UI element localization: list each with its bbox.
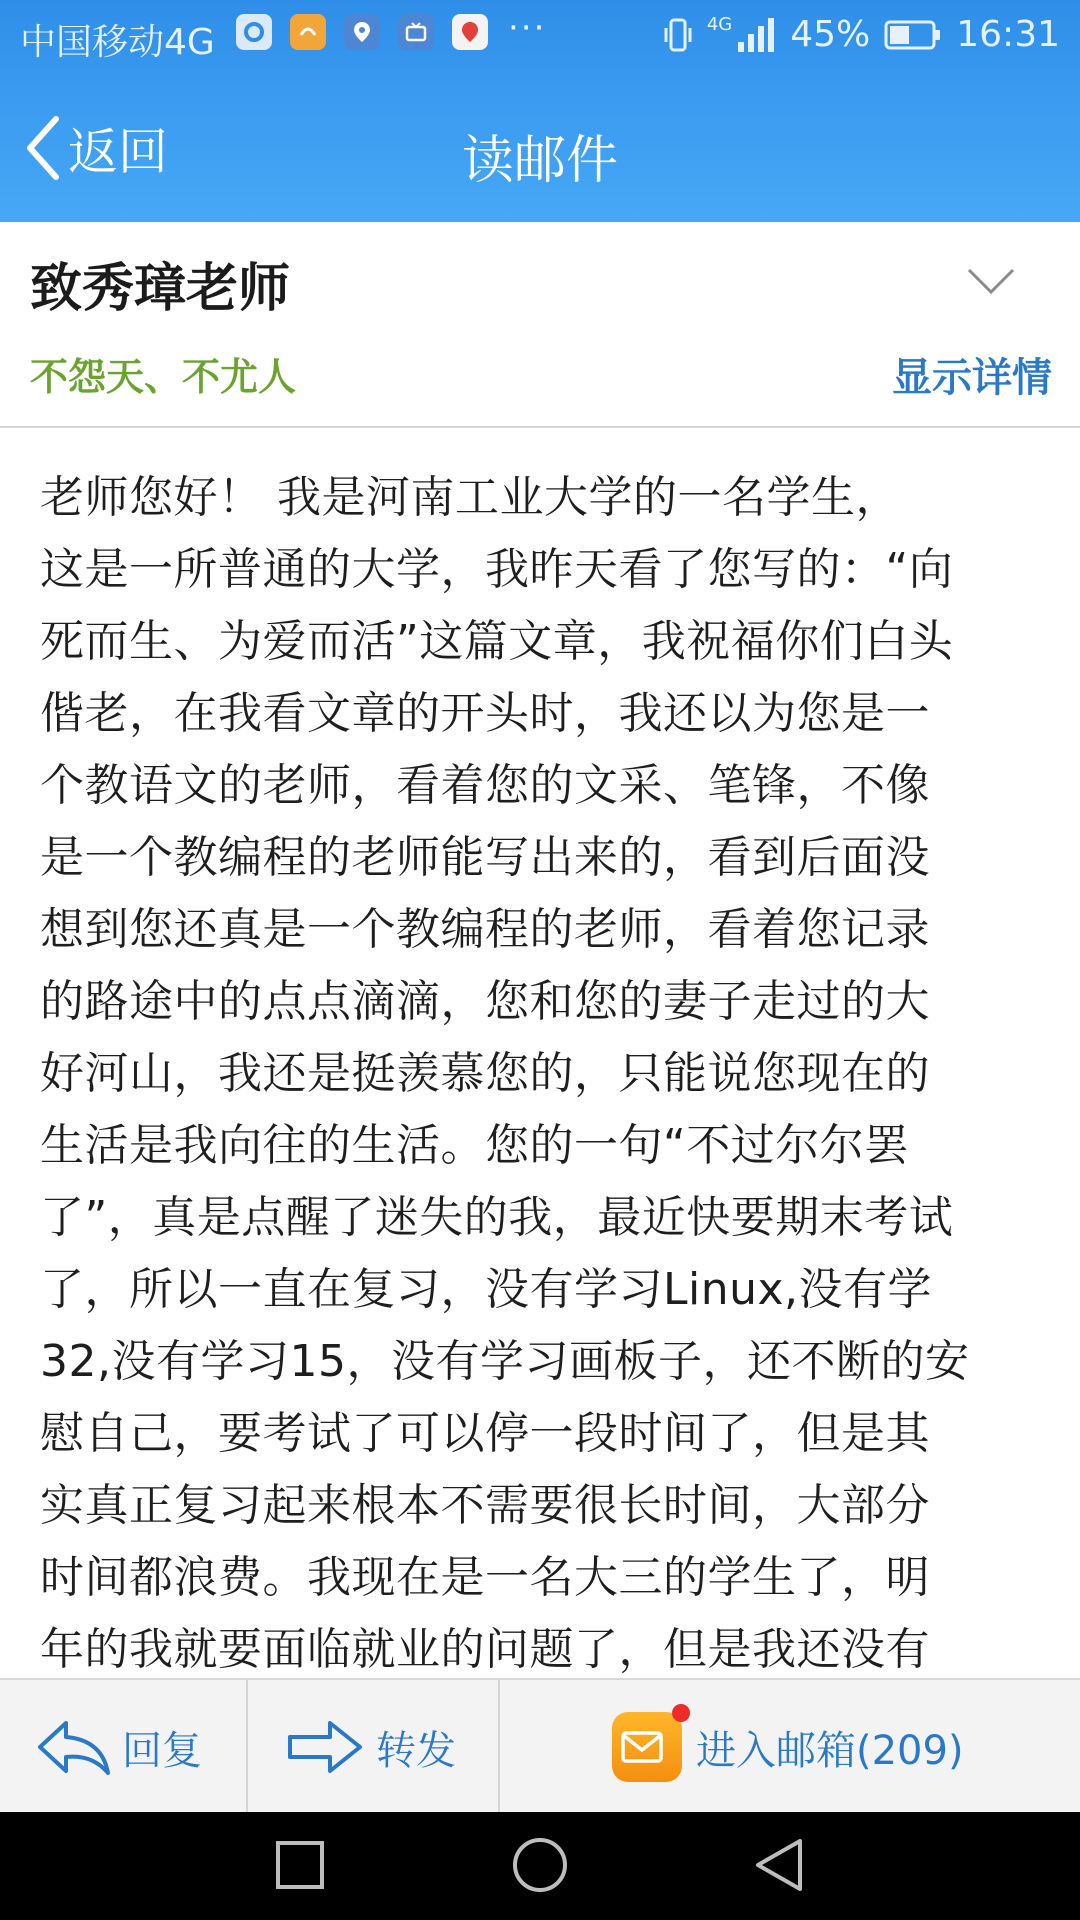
enter-mailbox-label: 进入邮箱(209) bbox=[696, 1727, 964, 1774]
network-type-label: 4G bbox=[706, 13, 733, 35]
email-body bbox=[40, 462, 1050, 1677]
page-title: 读邮件 bbox=[461, 131, 618, 191]
email-body-line: 了”，真是点醒了迷失的我，最近快要期末考试 bbox=[40, 1192, 954, 1243]
forward-arrow-icon bbox=[286, 1717, 366, 1777]
carrier-label: 中国移动4G bbox=[20, 22, 215, 63]
action-bar bbox=[0, 1678, 1080, 1814]
forward-label: 转发 bbox=[376, 1727, 456, 1774]
signal-group bbox=[706, 13, 776, 54]
sender-name: 不怨天、不尤人 bbox=[30, 355, 297, 399]
battery-percent: 45% bbox=[790, 14, 871, 55]
browser-notification-icon bbox=[236, 14, 272, 50]
battery-icon bbox=[884, 19, 942, 51]
unread-badge bbox=[672, 1704, 690, 1722]
notification-icons bbox=[236, 14, 488, 50]
email-body-line: 实真正复习起来根本不需要很长时间，大部分 bbox=[40, 1480, 930, 1531]
email-body-line: 个教语文的老师，看着您的文采、笔锋，不像 bbox=[40, 760, 930, 811]
recent-apps-icon[interactable] bbox=[272, 1836, 328, 1894]
show-details-link[interactable]: 显示详情 bbox=[892, 355, 1052, 401]
reply-label: 回复 bbox=[122, 1727, 202, 1774]
clock: 16:31 bbox=[956, 14, 1060, 55]
mail-app-icon bbox=[612, 1712, 682, 1782]
email-subject: 致秀璋老师 bbox=[30, 259, 291, 319]
enter-mailbox-button[interactable] bbox=[612, 1680, 964, 1814]
system-nav-bar bbox=[0, 1812, 1080, 1920]
email-body-line: 时间都浪费。我现在是一名大三的学生了，明 bbox=[40, 1552, 930, 1603]
email-body-line: 慰自己，要考试了可以停一段时间了，但是其 bbox=[40, 1408, 930, 1459]
back-triangle-icon[interactable] bbox=[750, 1836, 806, 1894]
status-bar bbox=[0, 0, 1080, 72]
email-body-line: 想到您还真是一个教编程的老师，看着您记录 bbox=[40, 904, 930, 955]
email-body-line: 死而生、为爱而活”这篇文章，我祝福你们白头 bbox=[40, 616, 954, 667]
action-divider bbox=[498, 1680, 500, 1814]
status-indicators bbox=[663, 14, 1060, 55]
action-divider bbox=[246, 1680, 248, 1814]
nav-bar bbox=[0, 72, 1080, 222]
vibrate-icon bbox=[663, 16, 693, 54]
email-body-line: 的路途中的点点滴滴，您和您的妻子走过的大 bbox=[40, 976, 930, 1027]
signal-strength-icon bbox=[736, 16, 776, 54]
uc-browser-notification-icon bbox=[290, 14, 326, 50]
email-body-line: 是一个教编程的老师能写出来的，看到后面没 bbox=[40, 832, 930, 883]
email-body-line: 了，所以一直在复习，没有学习Linux,没有学 bbox=[40, 1264, 933, 1315]
email-body-line: 年的我就要面临就业的问题了，但是我还没有 bbox=[40, 1624, 930, 1675]
email-body-line: 老师您好！ 我是河南工业大学的一名学生， bbox=[40, 472, 900, 523]
email-body-line: 偕老，在我看文章的开头时，我还以为您是一 bbox=[40, 688, 930, 739]
more-notifications-indicator: ··· bbox=[508, 8, 547, 48]
envelope-icon bbox=[620, 1730, 664, 1764]
top-bar bbox=[0, 0, 1080, 222]
email-body-line: 好河山，我还是挺羡慕您的，只能说您现在的 bbox=[40, 1048, 930, 1099]
back-label: 返回 bbox=[68, 123, 168, 181]
email-body-line: 生活是我向往的生活。您的一句“不过尔尔罢 bbox=[40, 1120, 909, 1171]
email-header bbox=[0, 222, 1080, 428]
map-pin-notification-icon bbox=[452, 14, 488, 50]
chevron-down-icon[interactable] bbox=[966, 266, 1016, 296]
email-body-line: 这是一所普通的大学，我昨天看了您写的：“向 bbox=[40, 544, 954, 595]
location-notification-icon bbox=[344, 14, 380, 50]
reply-arrow-icon bbox=[36, 1717, 112, 1777]
email-body-line: 32,没有学习15，没有学习画板子，还不断的安 bbox=[40, 1336, 970, 1387]
reply-button[interactable] bbox=[36, 1680, 202, 1814]
home-icon[interactable] bbox=[508, 1836, 572, 1894]
tv-notification-icon bbox=[398, 14, 434, 50]
forward-button[interactable] bbox=[286, 1680, 456, 1814]
